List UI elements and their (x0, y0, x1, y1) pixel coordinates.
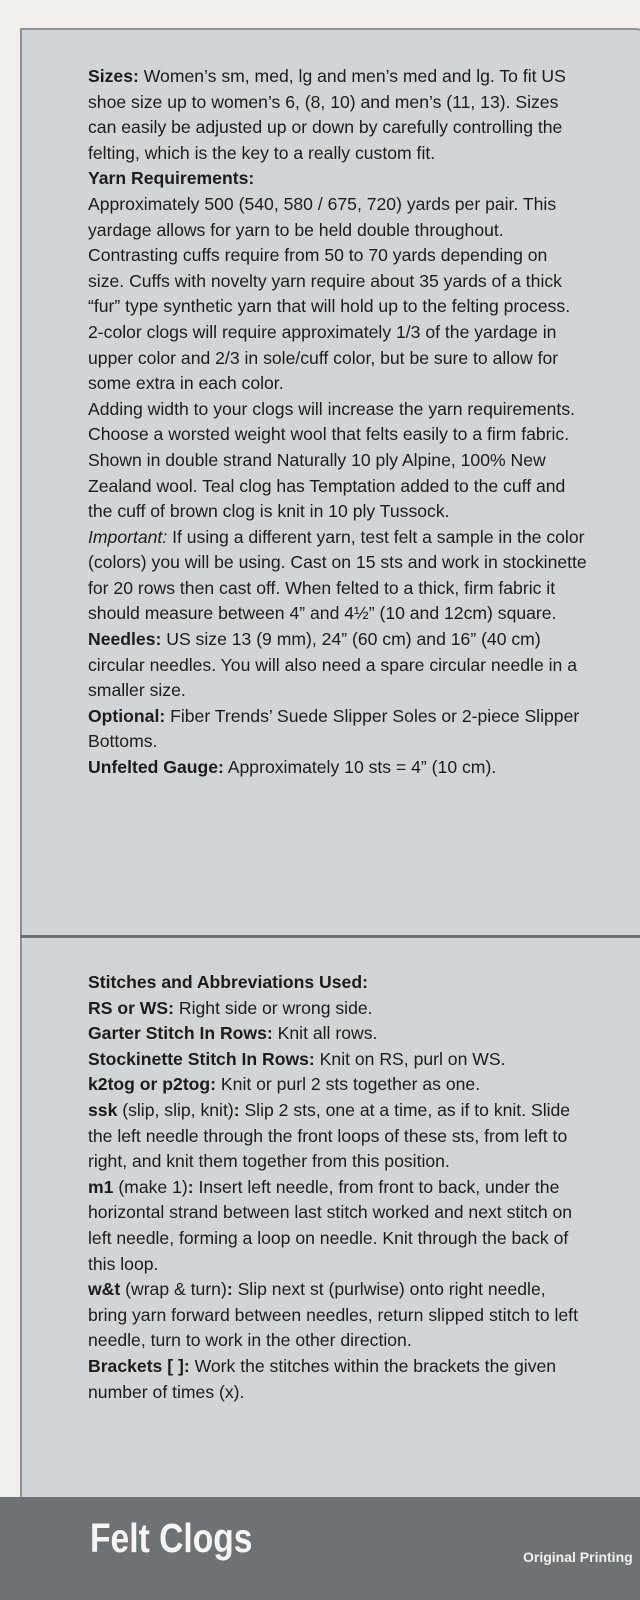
abbrev-item-brackets (88, 1354, 588, 1405)
abbrev-item-wrap-turn (88, 1277, 588, 1354)
abbrev-text: Insert left needle, from front to back, under the horizontal strand between last stitch worked and next stitch on left needle, forming a loop on needle. Knit through the back of this loop. (88, 1176, 573, 1274)
important-text: If using a different yarn, test felt a sample in the color (colors) you will be using. Cast on 15 sts and work in stockinette for 20 rows then cast off. When felted to a thick, firm fabric it should measure between 4” and 4½” (10 and 12cm) square. (88, 526, 587, 624)
abbrev-item-stockinette (88, 1047, 588, 1073)
needles-text: US size 13 (9 mm), 24” (60 cm) and 16” (40 cm) circular needles. You will also need a spare circular needle in a smaller size. (88, 629, 578, 701)
footer-band (0, 1497, 640, 1600)
optional-label: Optional: (88, 705, 166, 726)
important-paragraph (88, 525, 588, 627)
abbrev-item-ssk (88, 1098, 588, 1175)
abbrev-label: Garter Stitch In Rows: (88, 1023, 273, 1044)
yarn-paragraph-2: 2-color clogs will require approximately 1/3 of the yardage in upper color and 2/3 in sole/cuff color, but be sure to allow for some extra in each color. (88, 321, 559, 394)
abbrev-label: w&t (88, 1279, 121, 1300)
yarn-paragraph-1: Approximately 500 (540, 580 / 675, 720) yards per pair. This yardage allows for yarn to be held double throughout. Contrasting cuffs require from 50 to 70 yards depending on size. Cuffs with novelty yarn require about 35 yards of a thick “fur” type synthetic yarn that will hold up to the felting process. (88, 193, 571, 317)
optional-text: Fiber Trends’ Suede Slipper Soles or 2-piece Slipper Bottoms. (88, 705, 580, 752)
abbrev-note: (make 1) (113, 1176, 188, 1197)
abbrev-label: Stockinette Stitch In Rows: (88, 1048, 315, 1069)
abbrev-item-garter (88, 1021, 588, 1047)
abbrev-colon: : (226, 1279, 233, 1300)
sizes-paragraph (88, 64, 588, 166)
sizes-label: Sizes: (88, 66, 139, 86)
abbrev-text: Work the stitches within the brackets the given number of times (x). (88, 1355, 557, 1402)
abbrev-note: (wrap & turn) (120, 1279, 227, 1300)
pattern-title: Felt Clogs (90, 1515, 253, 1561)
yarn-paragraph-4: Choose a worsted weight wool that felts easily to a firm fabric. Shown in double strand Naturally 10 ply Alpine, 100% New Zealand wool. Teal clog has Temptation added to the cuff and the cuff of brown clog is knit in 10 ply Tussock. (88, 424, 570, 522)
abbrev-text: Knit or purl 2 sts together as one. (216, 1074, 481, 1095)
needles-label: Needles: (88, 629, 162, 650)
section-divider (20, 935, 640, 938)
abbrev-colon: : (187, 1176, 194, 1197)
abbrev-colon: : (233, 1099, 240, 1120)
abbrev-label: Brackets [ ]: (88, 1355, 190, 1376)
abbreviations-section (88, 970, 588, 1405)
gauge-label: Unfelted Gauge: (88, 757, 224, 778)
gauge-text: Approximately 10 sts = 4” (10 cm). (223, 757, 497, 778)
abbrev-label: RS or WS: (88, 997, 175, 1018)
abbreviations-heading: Stitches and Abbreviations Used: (88, 972, 368, 992)
abbrev-label: k2tog or p2tog: (88, 1074, 217, 1095)
abbrev-text: Slip next st (purlwise) onto right needle, bring yarn forward between needles, return slipped stitch to left needle, turn to work in the other direction. (88, 1279, 578, 1351)
materials-section (88, 64, 588, 781)
abbrev-item-k2tog (88, 1072, 588, 1098)
optional-paragraph (88, 704, 588, 755)
abbrev-item-rs-ws (88, 996, 588, 1022)
important-label: Important: (88, 526, 168, 547)
needles-paragraph (88, 627, 588, 704)
yarn-paragraph-3: Adding width to your clogs will increase the yarn requirements. (88, 398, 575, 419)
abbrev-text: Knit all rows. (272, 1023, 378, 1044)
abbrev-text: Slip 2 sts, one at a time, as if to knit. Slide the left needle through the front loops of these sts, from left to right, and knit them together from this position. (88, 1099, 571, 1172)
sizes-text: Women’s sm, med, lg and men’s med and lg. To fit US shoe size up to women’s 6, (8, 10) and men’s (11, 13). Sizes can easily be adjusted up or down by carefully controlling the felting, which is the key to a really custom fit. (88, 66, 566, 163)
abbrev-label: ssk (88, 1099, 118, 1120)
abbrev-label: m1 (88, 1176, 114, 1197)
printing-note: Original Printing (523, 1549, 633, 1565)
gauge-paragraph (88, 755, 588, 781)
yarn-heading: Yarn Requirements: (88, 168, 255, 189)
abbrev-item-m1 (88, 1175, 588, 1277)
abbrev-note: (slip, slip, knit) (117, 1099, 234, 1120)
abbrev-text: Right side or wrong side. (174, 997, 373, 1018)
abbrev-text: Knit on RS, purl on WS. (314, 1048, 506, 1069)
